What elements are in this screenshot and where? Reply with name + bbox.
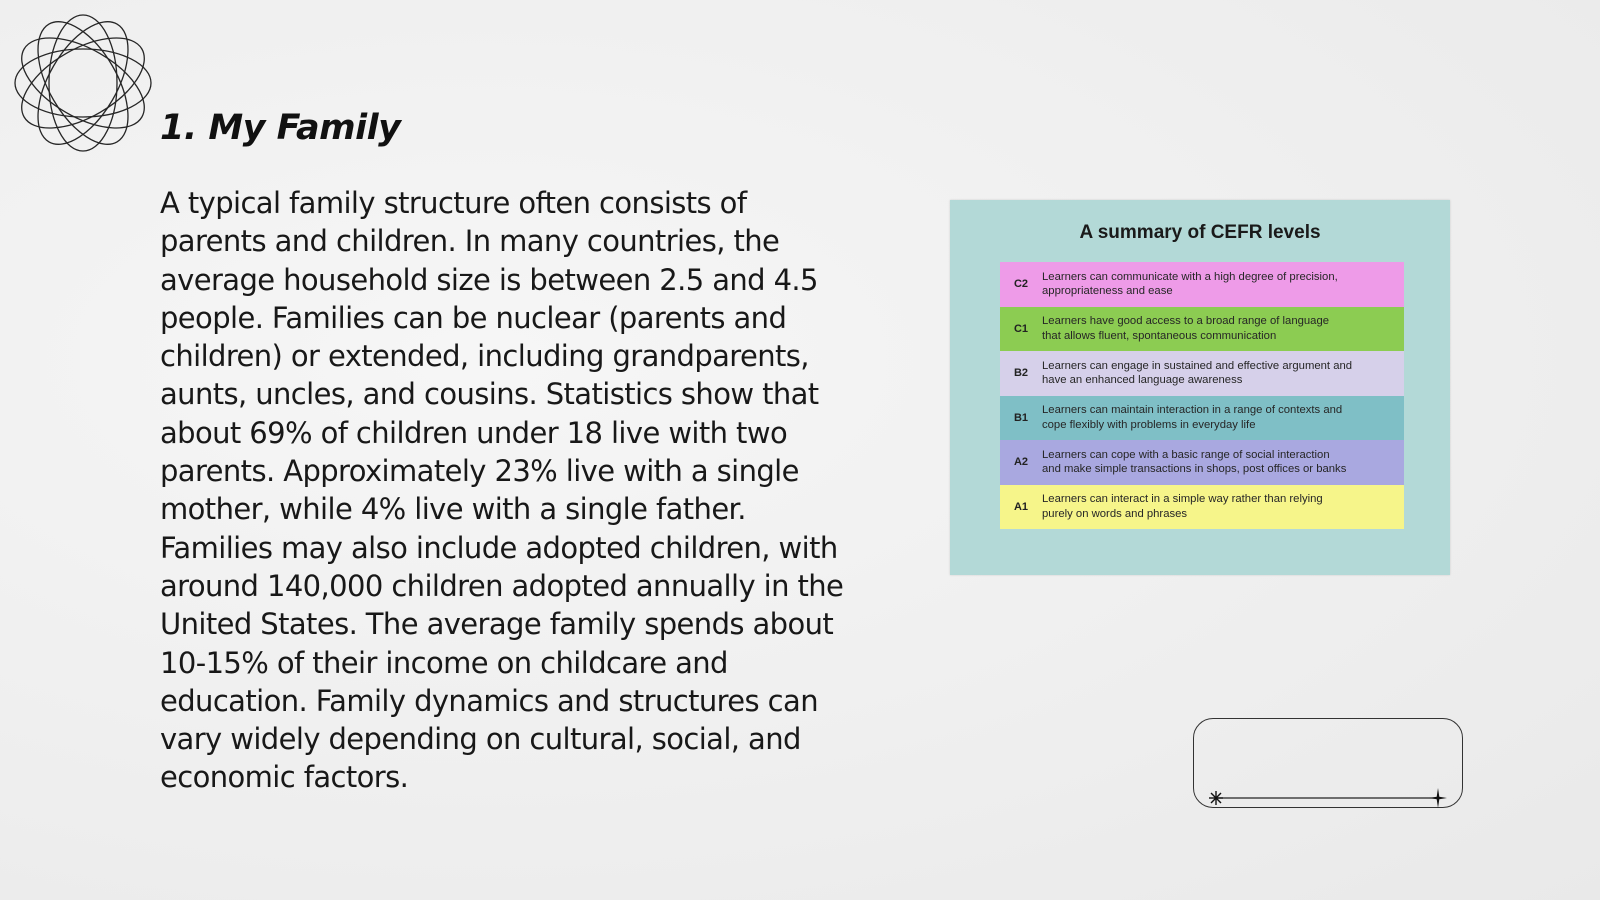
slide-title: 1. My Family [160, 108, 401, 148]
level-code: A2 [1013, 456, 1029, 469]
cefr-row-a2 [1000, 440, 1404, 485]
cefr-row-a1 [1000, 485, 1404, 530]
cefr-row-c2 [1000, 262, 1404, 307]
decorative-slider-track [1210, 787, 1440, 809]
level-description [1042, 492, 1404, 521]
description-line: Learners have good access to a broad range of language [1042, 315, 1330, 328]
description-line: that allows fluent, spontaneous communication [1042, 329, 1277, 342]
cefr-summary-figure [950, 200, 1450, 575]
level-description [1042, 403, 1404, 432]
level-description [1042, 359, 1404, 388]
cefr-row-b1 [1000, 396, 1404, 441]
description-line: purely on words and phrases [1042, 507, 1188, 520]
level-code: B2 [1013, 367, 1029, 380]
description-line: Learners can engage in sustained and effective argument and [1042, 359, 1353, 372]
level-description [1042, 270, 1404, 299]
description-line: appropriateness and ease [1042, 285, 1173, 298]
sparkle-icon [1209, 791, 1223, 805]
level-code: C2 [1013, 278, 1029, 291]
level-code: B1 [1013, 411, 1029, 424]
level-description [1042, 314, 1404, 343]
level-description [1042, 448, 1404, 477]
level-code: C1 [1013, 322, 1029, 335]
cefr-row-c1 [1000, 307, 1404, 352]
description-line: Learners can cope with a basic range of social interaction [1042, 448, 1330, 461]
figure-title: A summary of CEFR levels [1079, 222, 1321, 243]
description-line: cope flexibly with problems in everyday life [1042, 418, 1256, 431]
cefr-row-b2 [1000, 351, 1404, 396]
body-paragraph: A typical family structure often consists of parents and children. In many countries, the average household size is between 2.5 and 4.5 people. Families can be nuclear (parents and children) or extended, including grandparents, aunts, uncles, and cousins. Statistics show that about 69% of children under 18 live with two parents. Approximately 23% live with a single mother, while 4% live with a single father. Families may also include adopted children, with around 140,000 children adopted annually in the United States. The average family spends about 10-15% of their income on childcare and education. Family dynamics and structures can vary widely depending on cultural, social, and economic factors. [160, 186, 844, 795]
cefr-levels-table [1000, 262, 1404, 529]
description-line: Learners can communicate with a high degree of precision, [1042, 270, 1338, 283]
orbit-rings-icon [10, 10, 156, 156]
description-line: Learners can maintain interaction in a range of contexts and [1042, 404, 1343, 417]
description-line: and make simple transactions in shops, post offices or banks [1042, 463, 1347, 476]
description-line: have an enhanced language awareness [1042, 374, 1243, 387]
level-code: A1 [1013, 500, 1029, 513]
description-line: Learners can interact in a simple way rather than relying [1042, 493, 1323, 506]
